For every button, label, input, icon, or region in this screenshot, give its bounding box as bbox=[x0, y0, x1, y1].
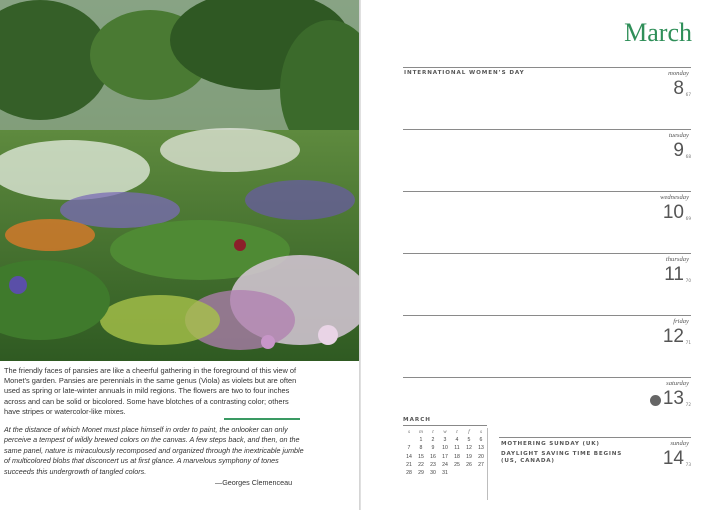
mini-calendar-title: MARCH bbox=[403, 417, 487, 426]
mini-calendar-date bbox=[463, 469, 475, 477]
mini-calendar-date[interactable]: 18 bbox=[454, 453, 460, 460]
mini-calendar-date[interactable]: 29 bbox=[418, 470, 424, 477]
event-dst-region: (US, CANADA) bbox=[501, 458, 555, 464]
mini-calendar-date[interactable]: 12 bbox=[466, 445, 472, 452]
mini-calendar-date[interactable]: 9 bbox=[431, 445, 435, 452]
mini-calendar-weekday: s bbox=[407, 429, 411, 435]
day-note: INTERNATIONAL WOMEN’S DAY bbox=[404, 70, 525, 76]
mini-calendar-date[interactable]: 20 bbox=[478, 453, 484, 460]
day-number: 11 bbox=[664, 264, 684, 285]
day-name: friday bbox=[673, 318, 689, 325]
mini-calendar-date[interactable]: 22 bbox=[418, 461, 424, 468]
day-row-friday[interactable] bbox=[403, 315, 691, 378]
day-row-thursday[interactable] bbox=[403, 253, 691, 316]
mini-calendar-date[interactable]: 27 bbox=[478, 461, 484, 468]
mini-calendar-date[interactable]: 3 bbox=[443, 437, 447, 444]
mini-calendar-date[interactable]: 8 bbox=[419, 445, 423, 452]
day-of-year: 72 bbox=[685, 402, 691, 407]
mini-calendar-weekday: f bbox=[468, 429, 470, 435]
day-row-sunday[interactable] bbox=[499, 437, 691, 498]
day-row-monday[interactable] bbox=[403, 67, 691, 130]
day-of-year: 73 bbox=[685, 462, 691, 467]
mini-calendar-grid bbox=[403, 428, 487, 477]
day-name: thursday bbox=[665, 256, 689, 263]
mini-calendar-date bbox=[475, 469, 487, 477]
mini-calendar-date[interactable]: 17 bbox=[442, 453, 448, 460]
day-name: monday bbox=[668, 70, 689, 77]
mini-calendar-date[interactable]: 31 bbox=[442, 470, 448, 477]
mini-calendar-date bbox=[403, 436, 415, 444]
day-of-year: 67 bbox=[685, 92, 691, 97]
mini-calendar-date[interactable]: 1 bbox=[419, 437, 423, 444]
day-number: 10 bbox=[662, 202, 684, 223]
caption-divider bbox=[224, 418, 300, 420]
mini-calendar bbox=[403, 417, 487, 477]
day-of-year: 69 bbox=[685, 216, 691, 221]
day-of-year: 71 bbox=[685, 340, 691, 345]
garden-photo bbox=[0, 0, 360, 361]
mini-calendar-date[interactable]: 26 bbox=[466, 461, 472, 468]
mini-calendar-weekday: w bbox=[443, 429, 447, 435]
mini-calendar-date[interactable]: 15 bbox=[418, 453, 424, 460]
mini-calendar-weekday: t bbox=[456, 429, 458, 435]
photo-caption: The friendly faces of pansies are like a cheerful gathering in the foreground of this view of Monet’s garden. Pansies are perennials in the same genus (Viola) as violets but are often used as spring or late-winter annuals in mild regions. The flowers are two to four inches across and can be solid or bicolored. Some have blotches of a contrasting color; others have stripes or watercolor-like mixes. bbox=[4, 366, 297, 416]
mini-calendar-date bbox=[451, 469, 463, 477]
mini-calendar-weekday: m bbox=[419, 429, 423, 435]
day-row-tuesday[interactable] bbox=[403, 129, 691, 192]
day-number: 13 bbox=[662, 388, 684, 409]
day-name: tuesday bbox=[668, 132, 689, 139]
mini-calendar-date[interactable]: 19 bbox=[466, 453, 472, 460]
month-title: March bbox=[624, 18, 692, 47]
day-number: 12 bbox=[662, 326, 684, 347]
quote-text: At the distance of which Monet must place himself in order to paint, the onlooker can only perceive a tempest of wildly brewed colors on the canvas. A few steps back, and then, on the same panel, nature is miraculously recomposed and organized through the inextricable jumble of multicolored blobs that disconcert us at first glance. A marvelous symphony of tones succeeds this undergrowth of tangled colors. bbox=[4, 425, 304, 476]
day-name: sunday bbox=[670, 440, 689, 447]
day-number: 14 bbox=[662, 448, 684, 469]
day-name: saturday bbox=[666, 380, 689, 387]
day-row-wednesday[interactable] bbox=[403, 191, 691, 254]
mini-calendar-date[interactable]: 5 bbox=[467, 437, 471, 444]
new-moon-icon bbox=[650, 395, 661, 406]
mini-calendar-date[interactable]: 6 bbox=[479, 437, 483, 444]
day-number: 9 bbox=[673, 140, 684, 161]
mini-calendar-date[interactable]: 2 bbox=[431, 437, 435, 444]
column-divider bbox=[487, 428, 488, 500]
mini-calendar-date[interactable]: 13 bbox=[478, 445, 484, 452]
quote-author: —Georges Clemenceau bbox=[215, 478, 293, 487]
mini-calendar-date[interactable]: 21 bbox=[406, 461, 412, 468]
day-name: wednesday bbox=[660, 194, 689, 201]
mini-calendar-date[interactable]: 30 bbox=[430, 470, 436, 477]
mini-calendar-date[interactable]: 11 bbox=[454, 445, 460, 452]
mini-calendar-weekday: s bbox=[479, 429, 483, 435]
mini-calendar-date[interactable]: 24 bbox=[442, 461, 448, 468]
day-number: 8 bbox=[673, 78, 684, 99]
mini-calendar-date[interactable]: 28 bbox=[406, 470, 412, 477]
mini-calendar-weekday: t bbox=[432, 429, 434, 435]
mini-calendar-date[interactable]: 7 bbox=[407, 445, 411, 452]
event-mothering-sunday: MOTHERING SUNDAY (UK) bbox=[501, 441, 600, 447]
mini-calendar-date[interactable]: 14 bbox=[406, 453, 412, 460]
day-of-year: 70 bbox=[685, 278, 691, 283]
day-of-year: 68 bbox=[685, 154, 691, 159]
mini-calendar-date[interactable]: 10 bbox=[442, 445, 448, 452]
mini-calendar-date[interactable]: 4 bbox=[455, 437, 459, 444]
mini-calendar-date[interactable]: 16 bbox=[430, 453, 436, 460]
mini-calendar-date[interactable]: 23 bbox=[430, 461, 436, 468]
mini-calendar-date[interactable]: 25 bbox=[454, 461, 460, 468]
event-dst-begins: DAYLIGHT SAVING TIME BEGINS bbox=[501, 451, 623, 457]
